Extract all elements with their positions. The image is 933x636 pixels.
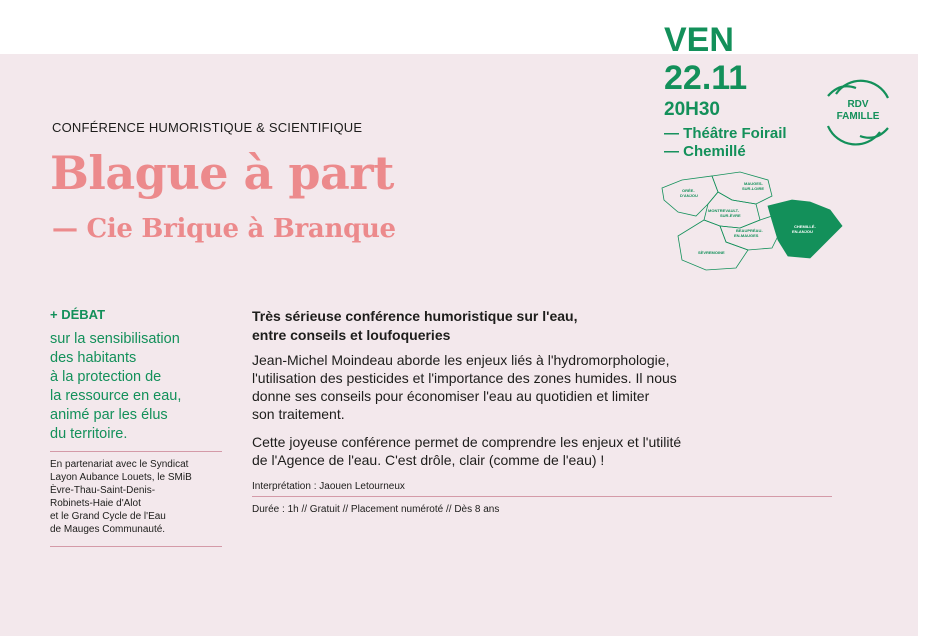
venue-theatre: — Théâtre Foirail (664, 125, 787, 142)
map-label-mauges-2: SUR-LOIRE (742, 186, 764, 191)
event-date: 22.11 (664, 59, 748, 97)
map-label-sevremoine: SÈVREMOINE (698, 250, 725, 255)
territory-map (660, 170, 845, 275)
event-day: VEN (664, 21, 734, 59)
description-lead: Très sérieuse conférence humoristique sur l'eau, entre conseils et loufoqueries (252, 308, 578, 343)
description-paragraph-2: Cette joyeuse conférence permet de comprendre les enjeux et l'utilité de l'Agence de l'eau. C'est drôle, clair (comme de l'eau) ! (252, 434, 682, 468)
event-time: 20H30 (664, 99, 720, 120)
map-label-beaupreau-1: BEAUPRÉAU- (736, 228, 763, 233)
map-label-beaupreau-2: EN-MAUGES (734, 233, 759, 238)
details-rule (252, 496, 832, 497)
map-label-chemille-2: EN-ANJOU (792, 229, 813, 234)
interpretation-credit: Interprétation : Jaouen Letourneux (252, 481, 405, 492)
event-company: — Cie Brique à Branque (52, 214, 396, 244)
map-label-oree-2: D'ANJOU (680, 193, 698, 198)
badge-label (822, 99, 894, 123)
debat-text: sur la sensibilisation des habitants à la protection de la ressource en eau, animé par les élus du territoire. (50, 331, 182, 442)
event-title: Blague à part (50, 146, 394, 200)
badge-line-famille: FAMILLE (836, 111, 880, 122)
partner-text: En partenariat avec le Syndicat Layon Aubance Louets, le SMiB Èvre-Thau-Saint-Denis- Robinets-Haie d'Alot et le Grand Cycle de l'Eau de Mauges Communauté. (50, 459, 192, 535)
map-label-chemille-1: CHEMILLÉ- (794, 224, 816, 229)
event-venue (664, 125, 787, 161)
map-label-oree-1: ORÉE- (682, 188, 695, 193)
map-label-mauges-1: MAUGES- (744, 181, 763, 186)
map-label-montrevault-1: MONTREVAULT- (708, 208, 740, 213)
partner-bottom-rule (50, 546, 222, 547)
map-label-montrevault-2: SUR-ÈVRE (720, 213, 741, 218)
venue-town: — Chemillé (664, 143, 746, 160)
partner-top-rule (50, 451, 222, 452)
description-paragraph-1: Jean-Michel Moindeau aborde les enjeux liés à l'hydromorphologie, l'utilisation des pesticides et l'importance des zones humides. Il nous donne ses conseils pour économiser l'eau au quotidien et limiter son traitement. (252, 352, 677, 422)
debat-heading: + DÉBAT (50, 307, 106, 322)
event-category: CONFÉRENCE HUMORISTIQUE & SCIENTIFIQUE (52, 120, 363, 135)
event-details: Durée : 1h // Gratuit // Placement numéroté // Dès 8 ans (252, 504, 500, 515)
badge-line-rdv: RDV (847, 99, 869, 110)
